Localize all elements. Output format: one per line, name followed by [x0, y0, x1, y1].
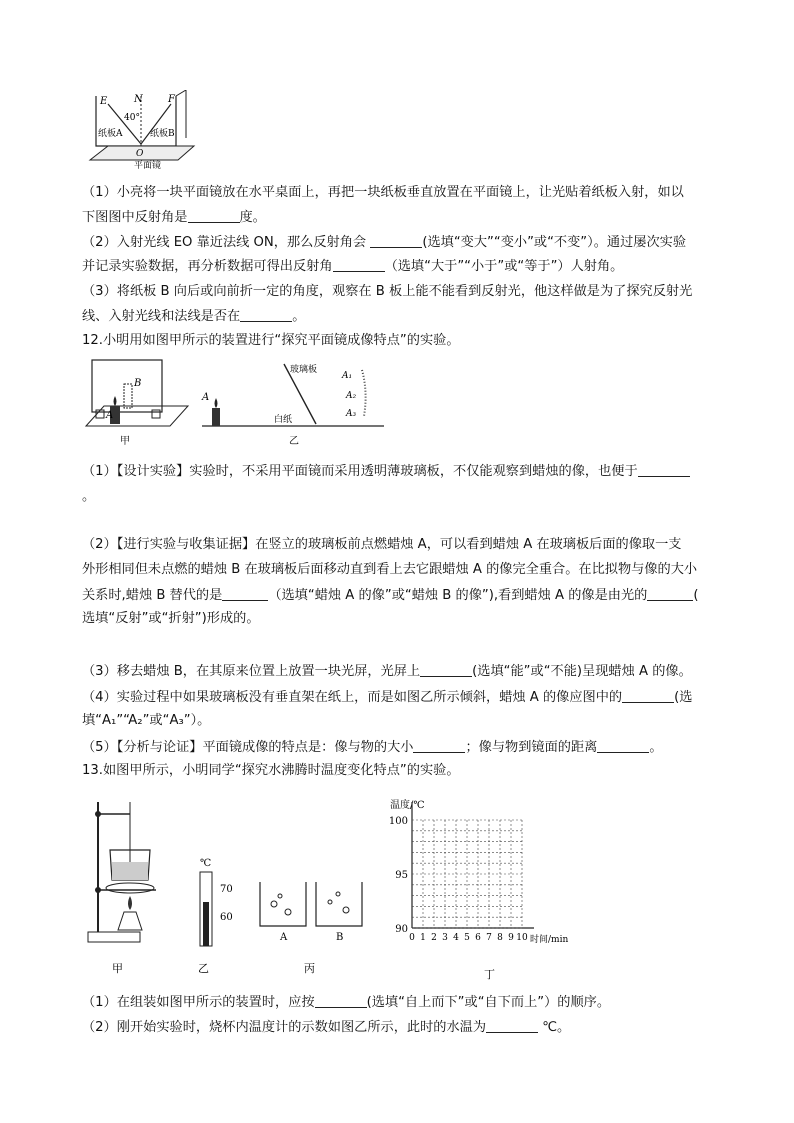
label-60: 60 [220, 912, 233, 923]
q13-title [82, 762, 460, 780]
label-a: A [106, 410, 114, 421]
q11-part3 [82, 283, 692, 301]
reflection-diagram [86, 90, 196, 170]
q12-p2b: 外形相同但未点燃的蜡烛 B 在玻璃板后面移动直到看上去它跟蜡烛 A 的像完全重合。在比拟物与像的大小 [82, 562, 698, 577]
label-70: 70 [220, 884, 233, 895]
answer-blank[interactable] [647, 586, 693, 601]
q12-title [82, 332, 460, 350]
answer-blank[interactable] [315, 993, 367, 1008]
label-f: F [168, 94, 175, 105]
q13-p1b: (选填“自上而下”或“自下而上”）的顺序。 [366, 995, 611, 1010]
q12-p2c1: 关系时,蜡烛 B 替代的是 [82, 588, 223, 603]
label-celsius: ℃ [200, 858, 212, 869]
label-e: E [100, 96, 108, 107]
q12-part2-line4 [82, 610, 260, 628]
q11-p1c: 度。 [239, 210, 266, 225]
q11-part3-cont [82, 307, 305, 326]
mirror-image-diagram [84, 356, 384, 448]
label-beaker-b: B [336, 932, 344, 943]
x-tick-label: 10 [516, 933, 528, 943]
q13-part1 [82, 993, 610, 1012]
q12-p4a1: （4）实验过程中如果玻璃板没有垂直架在纸上，而是如图乙所示倾斜，蜡烛 A 的像应图中的 [82, 690, 623, 705]
q11-p2b1: 并记录实验数据，再分析数据可得出反射角 [82, 259, 333, 274]
q11-part1 [82, 184, 684, 202]
answer-blank[interactable] [597, 738, 649, 753]
q12-p5b: ；像与物到镜面的距离 [465, 740, 598, 755]
boiling-experiment-diagram [84, 792, 592, 984]
q12-p1b: 。 [82, 489, 96, 504]
q11-p2b2: （选填“大于”“小于”或“等于”）人射角。 [384, 259, 624, 274]
q12-p4a2: (选 [674, 690, 693, 705]
answer-blank[interactable] [486, 1018, 538, 1033]
q12-p5a: （5）【分析与论证】平面镜成像的特点是：像与物的大小 [82, 740, 414, 755]
x-tick-label: 7 [486, 933, 492, 943]
x-tick-label: 2 [431, 933, 437, 943]
answer-blank[interactable] [638, 462, 690, 477]
q11-p1a: （1）小亮将一块平面镜放在水平桌面上，再把一块纸板垂直放置在平面镜上，让光贴着纸板入射，如以 [82, 185, 684, 200]
label-glass: 玻璃板 [290, 365, 318, 375]
graph-xticks [409, 933, 528, 943]
q11-p3a: （3）将纸板 B 向后或向前折一定的角度，观察在 B 板上能不能看到反射光，他这样做是为了探究反射光 [82, 284, 693, 299]
label-ding: 丁 [484, 968, 495, 981]
graph-ylabel: 温度/℃ [390, 800, 425, 811]
label-b: B [134, 378, 142, 389]
q11-p1b: 下图图中反射角是 [82, 210, 188, 225]
answer-blank[interactable] [188, 208, 240, 223]
q12-title-text: 12.小明用如图甲所示的装置进行“探究平面镜成像特点”的实验。 [82, 333, 460, 348]
label-yi: 乙 [198, 962, 209, 975]
q12-part4 [82, 688, 692, 707]
q12-part1-cont [82, 488, 95, 506]
q12-p5c: 。 [649, 740, 663, 755]
q12-part1 [82, 462, 690, 481]
label-paper: 白纸 [274, 415, 293, 425]
q11-p3b1: 线、入射光线和法线是否在 [82, 309, 241, 324]
q11-part2 [82, 233, 686, 252]
q11-p3b2: 。 [292, 309, 306, 324]
answer-blank[interactable] [413, 738, 465, 753]
answer-blank[interactable] [622, 688, 674, 703]
q11-part1-cont [82, 208, 266, 227]
label-a3: A₃ [346, 409, 357, 419]
label-angle: 40° [124, 113, 140, 123]
graph-grid [412, 820, 522, 928]
label-a2-img: A₂ [346, 391, 357, 401]
label-a2: A [202, 392, 210, 403]
y-tick-label: 100 [388, 816, 408, 827]
y-tick-label: 95 [395, 870, 408, 881]
q12-part4-cont [82, 712, 210, 730]
q12-part2-line3 [82, 586, 699, 605]
q13-p2a: （2）刚开始实验时，烧杯内温度计的示数如图乙所示，此时的水温为 [82, 1020, 487, 1035]
label-board-a: 纸板A [98, 129, 123, 139]
q12-p3b: (选填“能”或“不能)呈现蜡烛 A 的像。 [472, 664, 692, 679]
x-tick-label: 0 [409, 933, 415, 943]
q12-p1a: （1）【设计实验】实验时，不采用平面镜而采用透明薄玻璃板，不仅能观察到蜡烛的像，也便于 [82, 464, 638, 479]
label-jia: 甲 [120, 436, 130, 447]
q12-p2a: （2）【进行实验与收集证据】在竖立的玻璃板前点燃蜡烛 A，可以看到蜡烛 A 在玻璃板后面的像取一支 [82, 537, 682, 552]
q13-p2b: ℃。 [538, 1020, 571, 1035]
answer-blank[interactable] [240, 307, 292, 322]
label-jia: 甲 [112, 962, 123, 975]
q12-p2c3: ( [693, 588, 699, 603]
label-a1: A₁ [342, 371, 353, 381]
q13-part2 [82, 1018, 570, 1037]
q13-title-text: 13.如图甲所示，小明同学“探究水沸腾时温度变化特点”的实验。 [82, 763, 460, 778]
x-tick-label: 9 [508, 933, 514, 943]
x-tick-label: 8 [497, 933, 503, 943]
q12-p2c2: （选填“蜡烛 A 的像”或“蜡烛 B 的像”),看到蜡烛 A 的像是由光的 [268, 588, 648, 603]
q12-p4b: 填“A₁”“A₂”或“A₃”）。 [82, 713, 211, 728]
q11-p2a1: （2）入射光线 EO 靠近法线 ON，那么反射角会 [82, 235, 371, 250]
answer-blank[interactable] [420, 662, 472, 677]
answer-blank[interactable] [370, 233, 422, 248]
graph-yticks [389, 816, 408, 935]
label-bing: 丙 [304, 962, 315, 975]
y-tick-label: 90 [395, 924, 408, 935]
graph-xlabel: 时间/min [530, 935, 569, 945]
x-tick-label: 6 [475, 933, 481, 943]
q12-p3a: （3）移去蜡烛 B，在其原来位置上放置一块光屏，光屏上 [82, 664, 421, 679]
q13-p1a: （1）在组装如图甲所示的装置时，应按 [82, 995, 315, 1010]
answer-blank[interactable] [333, 257, 385, 272]
label-n: N [134, 94, 143, 105]
label-o: O [136, 149, 144, 159]
q11-p2a2: (选填“变大”“变小”或“不变”）。通过屡次实验 [422, 235, 687, 250]
q12-part3 [82, 662, 692, 681]
label-yi: 乙 [289, 436, 299, 447]
label-board-b: 纸板B [150, 129, 175, 139]
x-tick-label: 1 [420, 933, 426, 943]
q12-part2 [82, 536, 681, 554]
q12-part5 [82, 738, 663, 757]
answer-blank[interactable] [222, 586, 268, 601]
q12-part2-line2 [82, 561, 697, 579]
x-tick-label: 3 [442, 933, 448, 943]
q11-part2-cont [82, 257, 623, 276]
x-tick-label: 4 [453, 933, 459, 943]
label-mirror: 平面镜 [134, 161, 162, 170]
x-tick-label: 5 [464, 933, 470, 943]
label-beaker-a: A [280, 932, 288, 943]
q12-p2d: 选填“反射”或“折射”)形成的。 [82, 611, 260, 626]
